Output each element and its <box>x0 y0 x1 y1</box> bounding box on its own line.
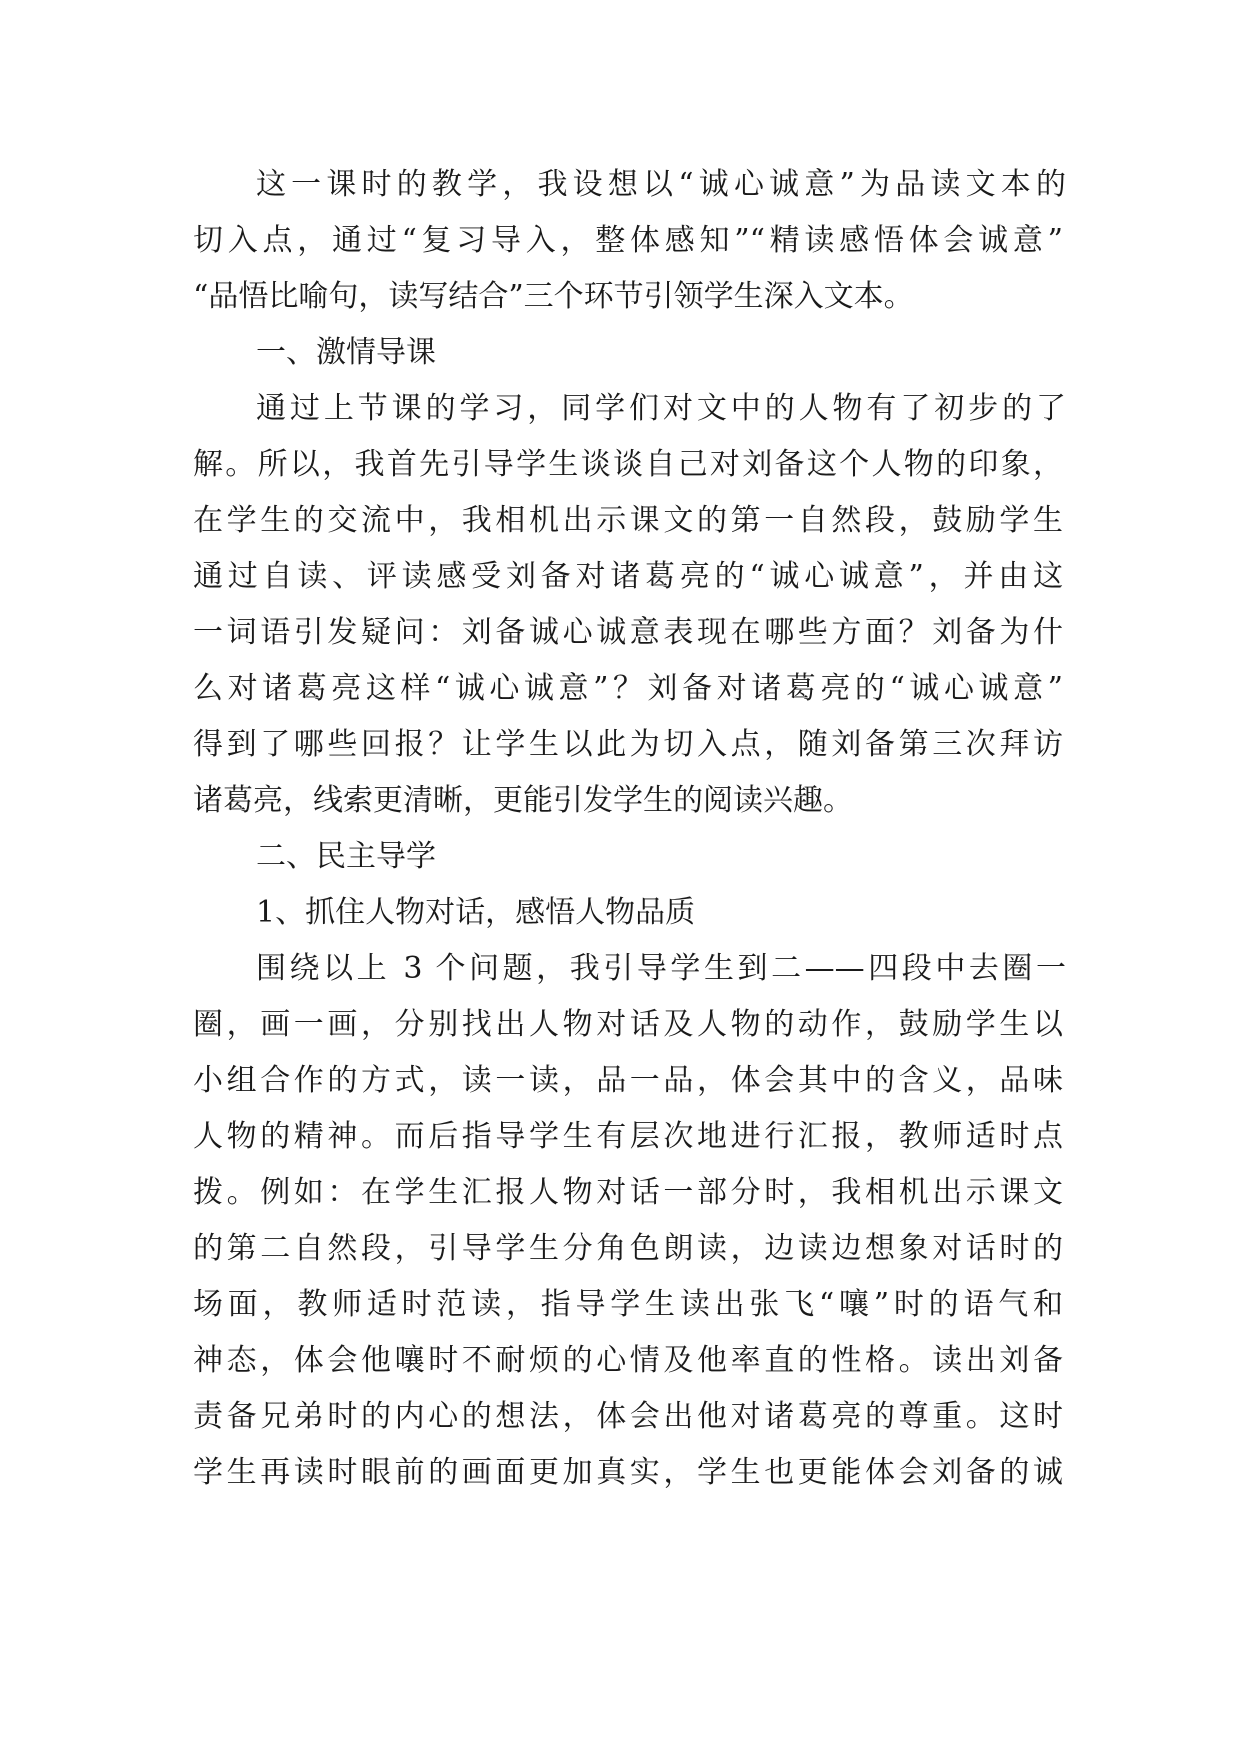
paragraph-line: 神态，体会他嚷时不耐烦的心情及他率直的性格。读出刘备 <box>193 1343 1063 1378</box>
paragraph-line: 诸葛亮，线索更清晰，更能引发学生的阅读兴趣。 <box>193 783 853 818</box>
paragraph-line: 人物的精神。而后指导学生有层次地进行汇报，教师适时点 <box>193 1119 1063 1154</box>
paragraph-line: 小组合作的方式，读一读，品一品，体会其中的含义，品味 <box>193 1063 1063 1098</box>
paragraph-line: 切入点，通过“复习导入，整体感知”“精读感悟体会诚意” <box>193 223 1063 258</box>
section-heading: 二、民主导学 <box>256 839 436 874</box>
paragraph-line: 围绕以上 3 个问题，我引导学生到二——四段中去圈一 <box>256 951 1066 986</box>
paragraph-line: 责备兄弟时的内心的想法，体会出他对诸葛亮的尊重。这时 <box>193 1399 1063 1434</box>
paragraph-line: 拨。例如：在学生汇报人物对话一部分时，我相机出示课文 <box>193 1175 1063 1210</box>
paragraph-line: 通过上节课的学习，同学们对文中的人物有了初步的了 <box>256 391 1066 426</box>
paragraph-line: 么对诸葛亮这样“诚心诚意”？刘备对诸葛亮的“诚心诚意” <box>193 671 1063 706</box>
paragraph-line: 在学生的交流中，我相机出示课文的第一自然段，鼓励学生 <box>193 503 1063 538</box>
paragraph-line: 的第二自然段，引导学生分角色朗读，边读边想象对话时的 <box>193 1231 1063 1266</box>
paragraph-line: 圈，画一画，分别找出人物对话及人物的动作，鼓励学生以 <box>193 1007 1063 1042</box>
paragraph-line: 通过自读、评读感受刘备对诸葛亮的“诚心诚意”，并由这 <box>193 559 1063 594</box>
paragraph-line: 场面，教师适时范读，指导学生读出张飞“嚷”时的语气和 <box>193 1287 1063 1322</box>
paragraph-line: 得到了哪些回报？让学生以此为切入点，随刘备第三次拜访 <box>193 727 1063 762</box>
paragraph-line: “品悟比喻句，读写结合”三个环节引领学生深入文本。 <box>193 279 914 314</box>
subsection-heading: 1、抓住人物对话，感悟人物品质 <box>256 895 696 930</box>
paragraph-line: 解。所以，我首先引导学生谈谈自己对刘备这个人物的印象， <box>193 447 1063 482</box>
paragraph-line: 这一课时的教学，我设想以“诚心诚意”为品读文本的 <box>256 167 1066 202</box>
section-heading: 一、激情导课 <box>256 335 436 370</box>
paragraph-line: 一词语引发疑问：刘备诚心诚意表现在哪些方面？刘备为什 <box>193 615 1063 650</box>
paragraph-line: 学生再读时眼前的画面更加真实，学生也更能体会刘备的诚 <box>193 1455 1063 1490</box>
